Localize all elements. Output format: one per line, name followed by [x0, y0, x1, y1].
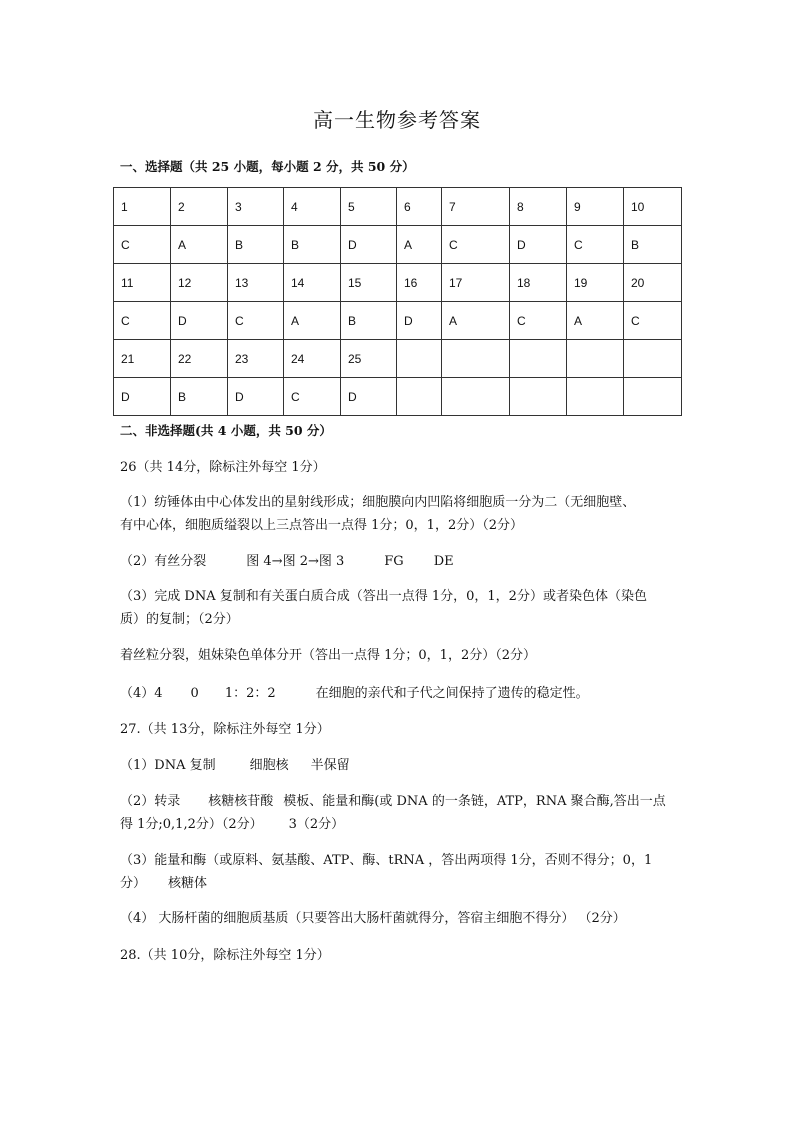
table-cell: 19	[567, 264, 624, 302]
q26-a4-part1: （4）4	[120, 686, 163, 701]
table-cell: 12	[171, 264, 228, 302]
table-cell: 13	[228, 264, 284, 302]
table-cell	[624, 340, 682, 378]
table-cell: B	[624, 226, 682, 264]
table-cell: 21	[114, 340, 171, 378]
table-cell: A	[397, 226, 442, 264]
table-cell	[510, 378, 567, 416]
q27-a3-part1: 分）	[120, 876, 147, 891]
table-row	[114, 378, 682, 416]
q27-answer1	[120, 754, 350, 773]
q26-answer1-line2: 有中心体，细胞质缢裂以上三点答出一点得 1分；0，1，2分）（2分）	[120, 518, 523, 533]
table-cell: D	[228, 378, 284, 416]
q27-a2-part2: 核糖核苷酸	[208, 794, 274, 809]
q26-answer2	[120, 550, 454, 569]
q26-a4-part3: 1：2：2	[224, 686, 276, 701]
table-cell	[510, 340, 567, 378]
q26-answer3-line3: 着丝粒分裂，姐妹染色单体分开（答出一点得 1分；0，1，2分）（2分）	[120, 648, 536, 663]
q27-answer2-line1	[120, 790, 666, 809]
table-row	[114, 264, 682, 302]
table-cell: D	[114, 378, 171, 416]
table-cell: 3	[228, 188, 284, 226]
page-title: 高一生物参考答案	[313, 108, 481, 132]
table-cell: 22	[171, 340, 228, 378]
table-cell: C	[228, 302, 284, 340]
table-cell: 9	[567, 188, 624, 226]
table-cell: D	[397, 302, 442, 340]
table-cell: C	[114, 302, 171, 340]
table-cell: 6	[397, 188, 442, 226]
table-row	[114, 340, 682, 378]
table-cell: C	[114, 226, 171, 264]
table-cell: 10	[624, 188, 682, 226]
table-cell: 24	[284, 340, 341, 378]
table-cell: 23	[228, 340, 284, 378]
table-cell: D	[171, 302, 228, 340]
answer-table	[113, 187, 682, 416]
table-row	[114, 302, 682, 340]
table-cell: 25	[341, 340, 397, 378]
table-cell: D	[341, 378, 397, 416]
q26-header: 26（共 14分，除标注外每空 1分）	[120, 460, 326, 475]
table-cell: 4	[284, 188, 341, 226]
q26-answer1-line1: （1）纺锤体由中心体发出的星射线形成；细胞膜向内凹陷将细胞质一分为二（无细胞壁、	[120, 495, 636, 510]
table-cell	[624, 378, 682, 416]
q26-a2-part4: DE	[433, 554, 454, 569]
table-cell: D	[510, 226, 567, 264]
table-cell: 18	[510, 264, 567, 302]
q27-a1-part2: 细胞核	[249, 758, 289, 773]
q26-a4-part2: 0	[190, 686, 199, 701]
q27-a2-part4: 得 1分;0,1,2分）（2分）	[120, 817, 263, 832]
q26-a4-part4: 在细胞的亲代和子代之间保持了遗传的稳定性。	[315, 686, 589, 701]
q27-a1-part1: （1）DNA 复制	[120, 758, 216, 773]
q26-a2-part3: FG	[384, 554, 404, 569]
table-cell: 14	[284, 264, 341, 302]
table-cell: C	[567, 226, 624, 264]
table-cell: 11	[114, 264, 171, 302]
table-cell: 15	[341, 264, 397, 302]
table-cell	[567, 378, 624, 416]
table-cell: 16	[397, 264, 442, 302]
q27-answer4: （4） 大肠杆菌的细胞质基质（只要答出大肠杆菌就得分，答宿主细胞不得分） （2分）	[120, 911, 626, 926]
table-cell: 1	[114, 188, 171, 226]
table-cell: A	[442, 302, 510, 340]
table-cell: 8	[510, 188, 567, 226]
table-cell: B	[284, 226, 341, 264]
table-cell: 7	[442, 188, 510, 226]
table-cell: C	[624, 302, 682, 340]
table-cell: B	[228, 226, 284, 264]
q27-answer3-line1: （3）能量和酶（或原料、氨基酸、ATP、酶、tRNA ，答出两项得 1分，否则不得分；0，1	[120, 853, 653, 868]
q27-answer2-line2	[120, 813, 344, 832]
table-cell: 5	[341, 188, 397, 226]
q27-a2-part5: 3（2分）	[288, 817, 345, 832]
table-cell: D	[341, 226, 397, 264]
q27-a2-part3: 模板、能量和酶(或 DNA 的一条链，ATP，RNA 聚合酶,答出一点	[283, 794, 666, 809]
q26-answer3-line1: （3）完成 DNA 复制和有关蛋白质合成（答出一点得 1分，0，1，2分）或者染色体（染色	[120, 589, 647, 604]
table-cell: B	[341, 302, 397, 340]
q26-a2-part2: 图 4→图 2→图 3	[246, 554, 345, 569]
table-cell: 17	[442, 264, 510, 302]
table-cell: C	[442, 226, 510, 264]
q27-a2-part1: （2）转录	[120, 794, 181, 809]
table-cell: C	[284, 378, 341, 416]
table-cell: A	[284, 302, 341, 340]
table-cell: A	[567, 302, 624, 340]
table-cell	[567, 340, 624, 378]
section1-heading: 一、选择题（共 25 小题，每小题 2 分，共 50 分）	[120, 159, 415, 174]
q27-a3-part2: 核糖体	[168, 876, 208, 891]
q27-header: 27.（共 13分，除标注外每空 1分）	[120, 722, 330, 737]
table-cell: 20	[624, 264, 682, 302]
q28-header: 28.（共 10分，除标注外每空 1分）	[120, 948, 330, 963]
section2-heading: 二、非选择题(共 4 小题，共 50 分）	[120, 423, 332, 438]
table-cell: 2	[171, 188, 228, 226]
table-cell	[442, 378, 510, 416]
q26-answer4	[120, 682, 589, 701]
table-cell: A	[171, 226, 228, 264]
table-cell	[397, 340, 442, 378]
table-cell	[397, 378, 442, 416]
table-row	[114, 188, 682, 226]
table-cell: C	[510, 302, 567, 340]
q26-answer3-line2: 质）的复制；（2分）	[120, 612, 239, 627]
table-cell	[442, 340, 510, 378]
q27-a1-part3: 半保留	[310, 758, 350, 773]
table-cell: B	[171, 378, 228, 416]
table-row	[114, 226, 682, 264]
q27-answer3-line2	[120, 872, 207, 891]
q26-a2-part1: （2）有丝分裂	[120, 554, 207, 569]
